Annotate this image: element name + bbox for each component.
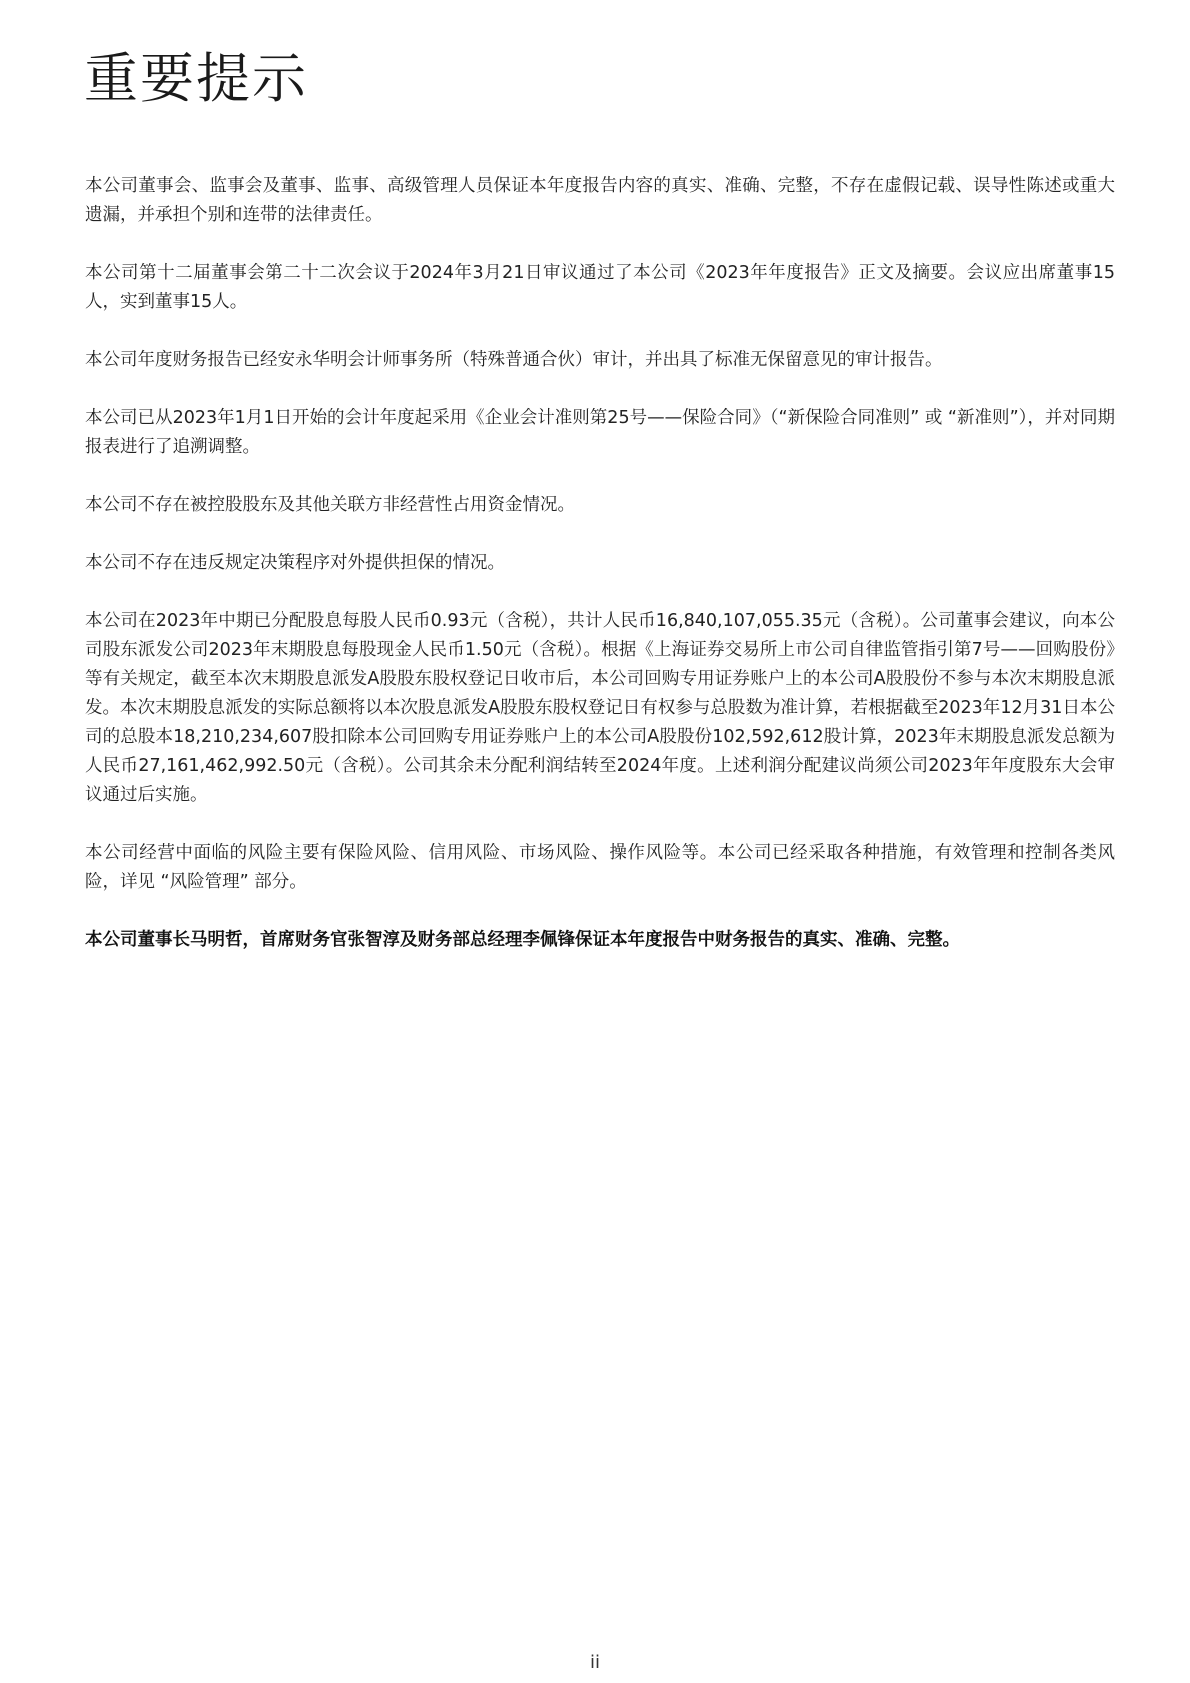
paragraph-responsibility: 本公司董事会、监事会及董事、监事、高级管理人员保证本年度报告内容的真实、准确、完整，不存在虚假记载、误导性陈述或重大遗漏，并承担个别和连带的法律责任。 [85, 176, 1115, 225]
paragraph-guarantees: 本公司不存在违反规定决策程序对外提供担保的情况。 [85, 553, 505, 573]
paragraph-board-approval: 本公司第十二届董事会第二十二次会议于2024年3月21日审议通过了本公司《2023年年度报告》正文及摘要。会议应出席董事15人，实到董事15人。 [85, 263, 1115, 312]
page-number: ii [589, 1652, 600, 1673]
paragraph-audit: 本公司年度财务报告已经安永华明会计师事务所（特殊普通合伙）审计，并出具了标准无保留意见的审计报告。 [85, 350, 943, 370]
paragraph-dividend: 本公司在2023年中期已分配股息每股人民币0.93元（含税），共计人民币16,840,107,055.35元（含税）。公司董事会建议，向本公司股东派发公司2023年末期股息每股现金人民币1.50元（含税）。根据《上海证券交易所上市公司自律监管指引第7号——回购股份》等有关规定，截至本次末期股息派发A股股东股权登记日收市后，本公司回购专用证券账户上的本公司A股股份不参与本次末期股息派发。本次末期股息派发的实际总额将以本次股息派发A股股东股权登记日有权参与总股数为准计算，若根据截至2023年12月31日本公司的总股本18,210,234,607股扣除本公司回购专用证券账户上的本公司A股股份102,592,612股计算，2023年末期股息派发总额为人民币27,161,462,992.50元（含税）。公司其余未分配利润结转至2024年度。上述利润分配建议尚须公司2023年年度股东大会审议通过后实施。 [85, 611, 1115, 805]
page-title: 重要提示 [84, 47, 308, 110]
paragraph-accounting-standard: 本公司已从2023年1月1日开始的会计年度起采用《企业会计准则第25号——保险合同》（“新保险合同准则” 或 “新准则”），并对同期报表进行了追溯调整。 [85, 408, 1115, 457]
notice-body [85, 172, 1115, 984]
paragraph-financial-statement-guarantee: 本公司董事长马明哲，首席财务官张智淳及财务部总经理李佩锋保证本年度报告中财务报告的真实、准确、完整。 [85, 930, 960, 950]
paragraph-risks: 本公司经营中面临的风险主要有保险风险、信用风险、市场风险、操作风险等。本公司已经采取各种措施，有效管理和控制各类风险，详见 “风险管理” 部分。 [85, 843, 1115, 892]
paragraph-funds-occupation: 本公司不存在被控股股东及其他关联方非经营性占用资金情况。 [85, 495, 575, 515]
